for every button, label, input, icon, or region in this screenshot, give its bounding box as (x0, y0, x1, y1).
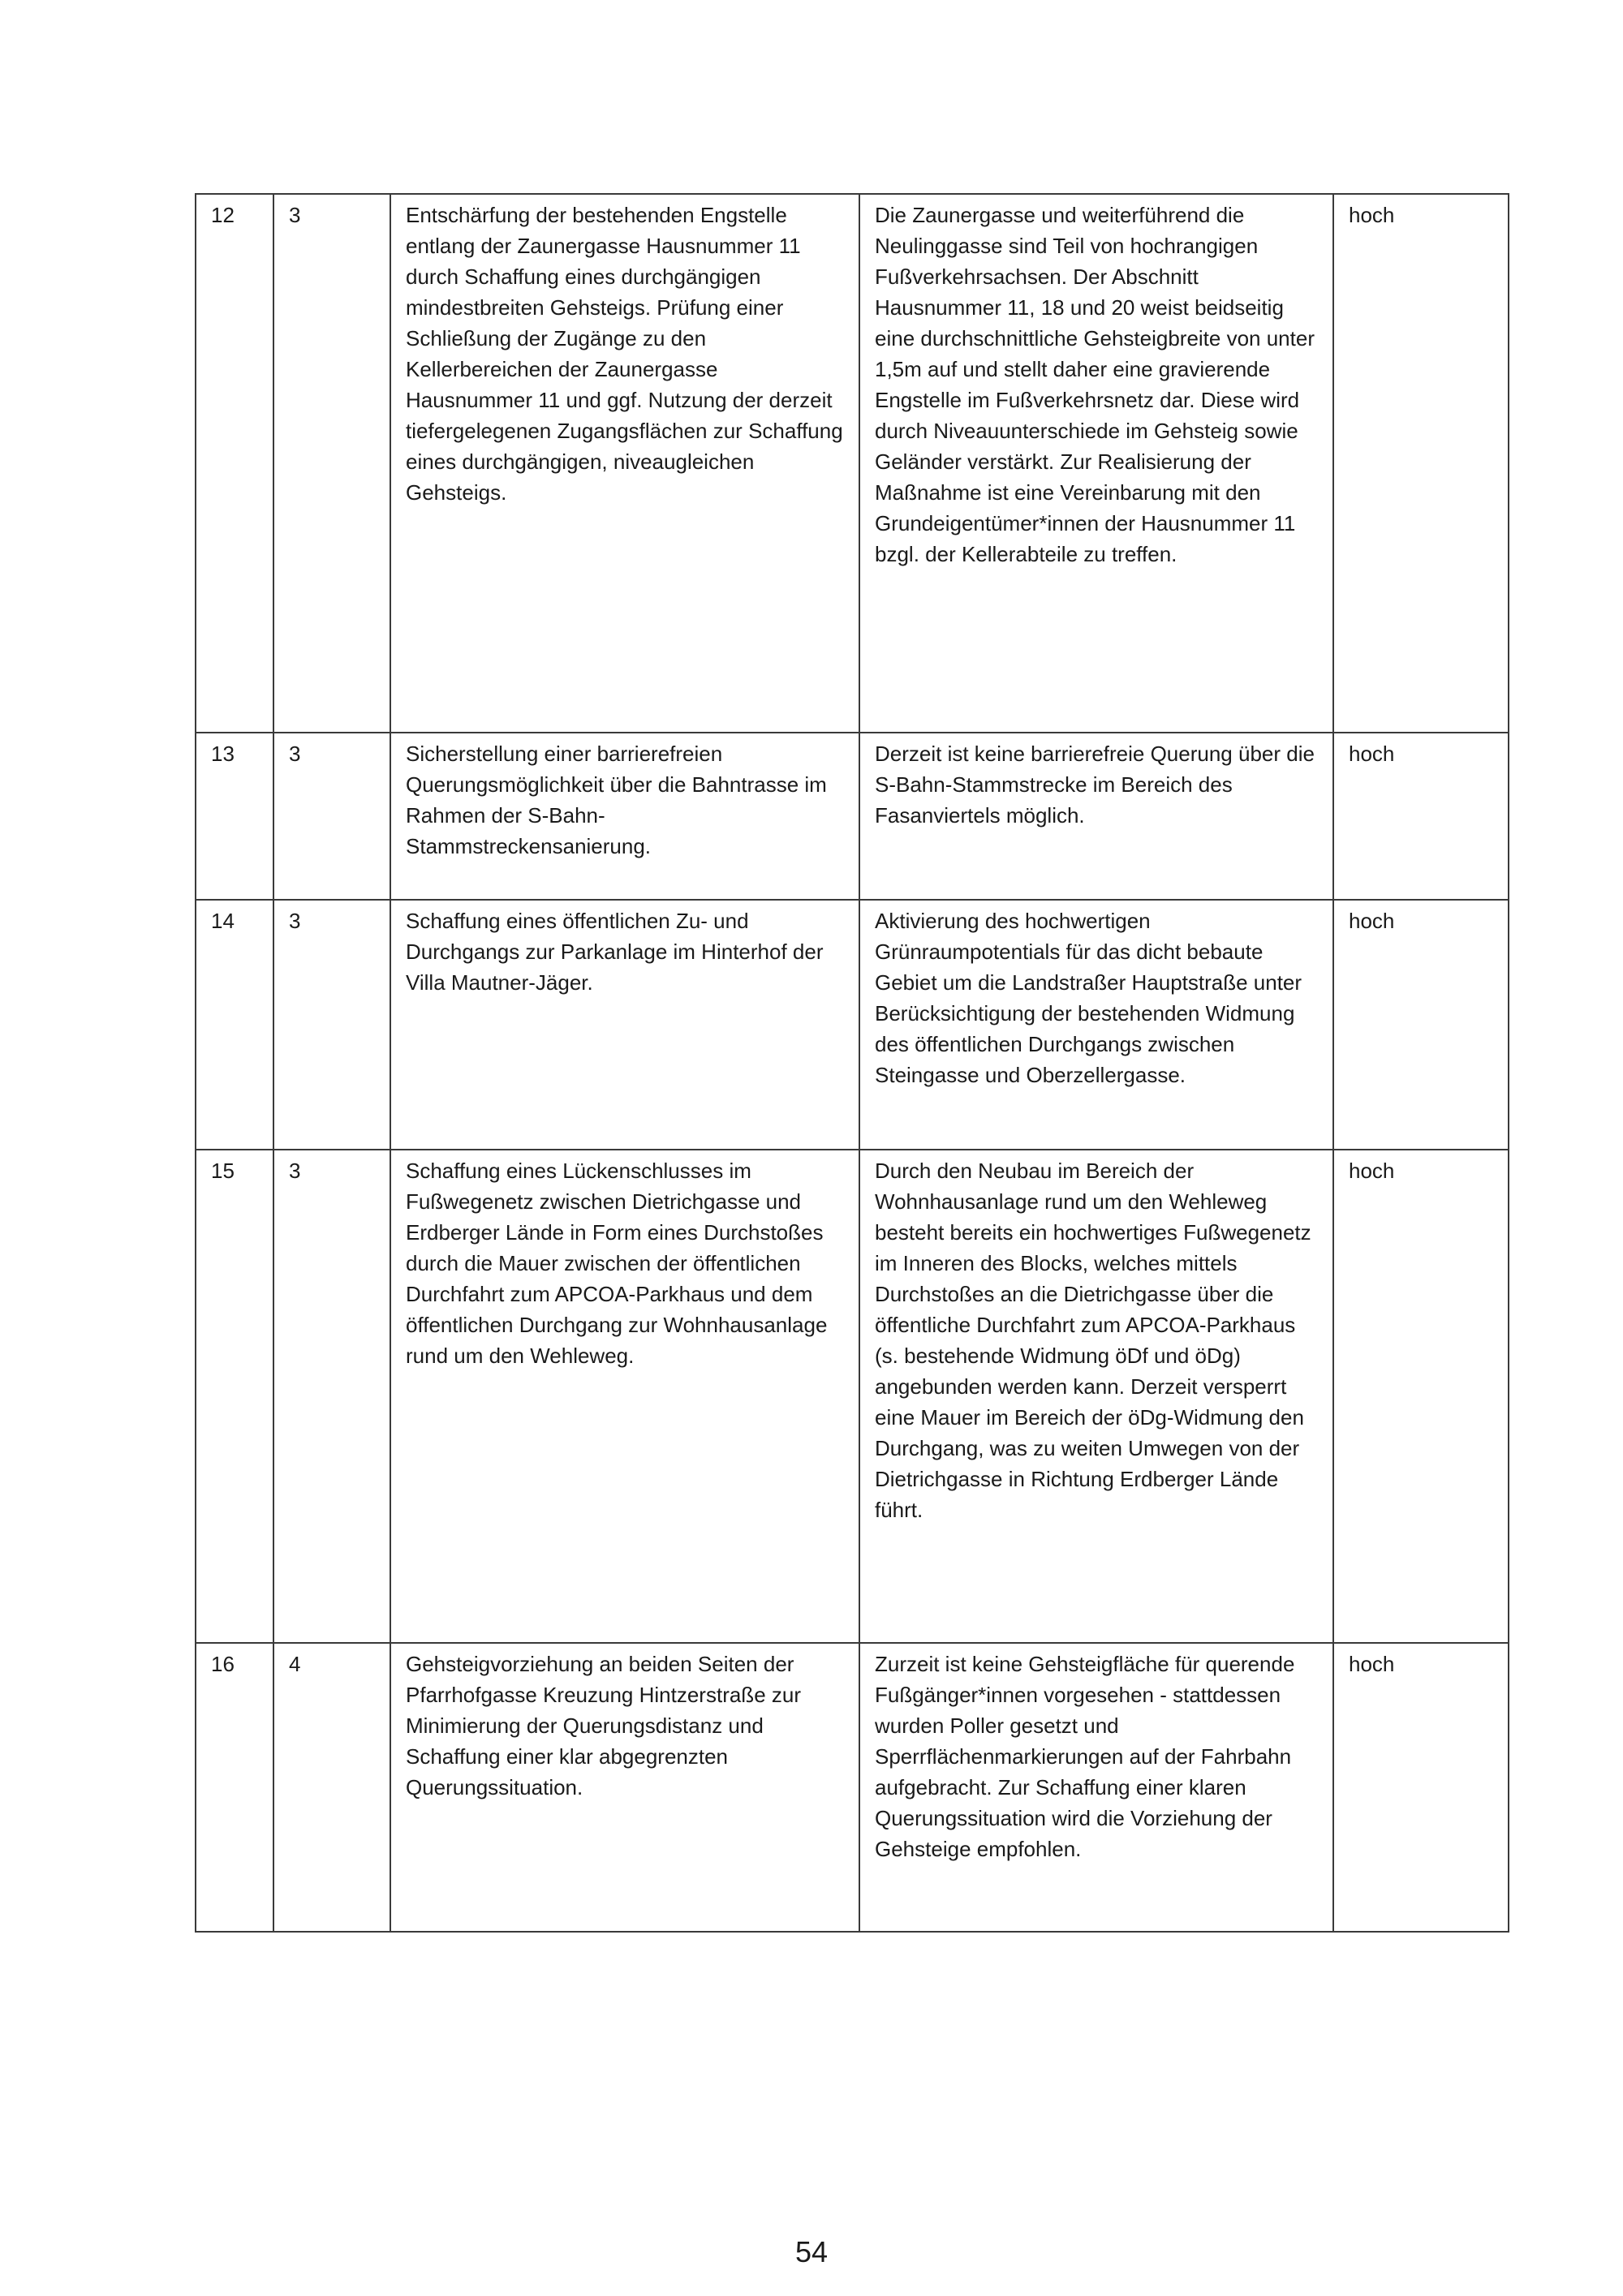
cell-measure: Schaffung eines öffentlichen Zu- und Durchgangs zur Parkanlage im Hinterhof der Villa Mautner-Jäger. (390, 900, 859, 1150)
cell-priority: hoch (1333, 1643, 1509, 1932)
cell-district: 4 (273, 1643, 390, 1932)
cell-reason: Die Zaunergasse und weiterführend die Neulinggasse sind Teil von hochrangigen Fußverkehrsachsen. Der Abschnitt Hausnummer 11, 18 und 20 weist beidseitig eine durchschnittliche Gehsteigbreite von unter 1,5m auf und stellt daher eine gravierende Engstelle im Fußverkehrsnetz dar. Diese wird durch Niveauunterschiede im Gehsteig sowie Geländer verstärkt. Zur Realisierung der Maßnahme ist eine Vereinbarung mit den Grundeigentümer*innen der Hausnummer 11 bzgl. der Kellerabteile zu treffen. (859, 194, 1333, 733)
cell-number: 15 (196, 1150, 273, 1643)
table-row (196, 1150, 1509, 1643)
cell-priority: hoch (1333, 900, 1509, 1150)
cell-district: 3 (273, 194, 390, 733)
cell-reason: Zurzeit ist keine Gehsteigfläche für querende Fußgänger*innen vorgesehen - stattdessen wurden Poller gesetzt und Sperrflächenmarkierungen auf der Fahrbahn aufgebracht. Zur Schaffung einer klaren Querungssituation wird die Vorziehung der Gehsteige empfohlen. (859, 1643, 1333, 1932)
cell-number: 14 (196, 900, 273, 1150)
cell-priority: hoch (1333, 1150, 1509, 1643)
cell-reason: Durch den Neubau im Bereich der Wohnhausanlage rund um den Wehleweg besteht bereits ein hochwertiges Fußwegenetz im Inneren des Blocks, welches mittels Durchstoßes an die Dietrichgasse über die öffentliche Durchfahrt zum APCOA-Parkhaus (s. bestehende Widmung öDf und öDg) angebunden werden kann. Derzeit versperrt eine Mauer im Bereich der öDg-Widmung den Durchgang, was zu weiten Umwegen von der Dietrichgasse in Richtung Erdberger Lände führt. (859, 1150, 1333, 1643)
page-number: 54 (794, 2235, 829, 2268)
cell-measure: Entschärfung der bestehenden Engstelle entlang der Zaunergasse Hausnummer 11 durch Schaffung eines durchgängigen mindestbreiten Gehsteigs. Prüfung einer Schließung der Zugänge zu den Kellerbereichen der Zaunergasse Hausnummer 11 und ggf. Nutzung der derzeit tiefergelegenen Zugangsflächen zur Schaffung eines durchgängigen, niveaugleichen Gehsteigs. (390, 194, 859, 733)
cell-measure: Schaffung eines Lückenschlusses im Fußwegenetz zwischen Dietrichgasse und Erdberger Lände in Form eines Durchstoßes durch die Mauer zwischen der öffentlichen Durchfahrt zum APCOA-Parkhaus und dem öffentlichen Durchgang zur Wohnhausanlage rund um den Wehleweg. (390, 1150, 859, 1643)
table-row (196, 1643, 1509, 1932)
table-row (196, 194, 1509, 733)
cell-reason: Derzeit ist keine barrierefreie Querung über die S-Bahn-Stammstrecke im Bereich des Fasanviertels möglich. (859, 733, 1333, 900)
cell-district: 3 (273, 1150, 390, 1643)
cell-priority: hoch (1333, 733, 1509, 900)
cell-measure: Gehsteigvorziehung an beiden Seiten der Pfarrhofgasse Kreuzung Hintzerstraße zur Minimierung der Querungsdistanz und Schaffung einer klar abgegrenzten Querungssituation. (390, 1643, 859, 1932)
cell-number: 13 (196, 733, 273, 900)
cell-number: 16 (196, 1643, 273, 1932)
cell-measure: Sicherstellung einer barrierefreien Querungsmöglichkeit über die Bahntrasse im Rahmen der S-Bahn-Stammstreckensanierung. (390, 733, 859, 900)
table-row (196, 733, 1509, 900)
cell-district: 3 (273, 900, 390, 1150)
cell-priority: hoch (1333, 194, 1509, 733)
cell-district: 3 (273, 733, 390, 900)
table-row (196, 900, 1509, 1150)
cell-number: 12 (196, 194, 273, 733)
measures-table (195, 193, 1509, 1933)
cell-reason: Aktivierung des hochwertigen Grünraumpotentials für das dicht bebaute Gebiet um die Landstraßer Hauptstraße unter Berücksichtigung der bestehenden Widmung des öffentlichen Durchgangs zwischen Steingasse und Oberzellergasse. (859, 900, 1333, 1150)
